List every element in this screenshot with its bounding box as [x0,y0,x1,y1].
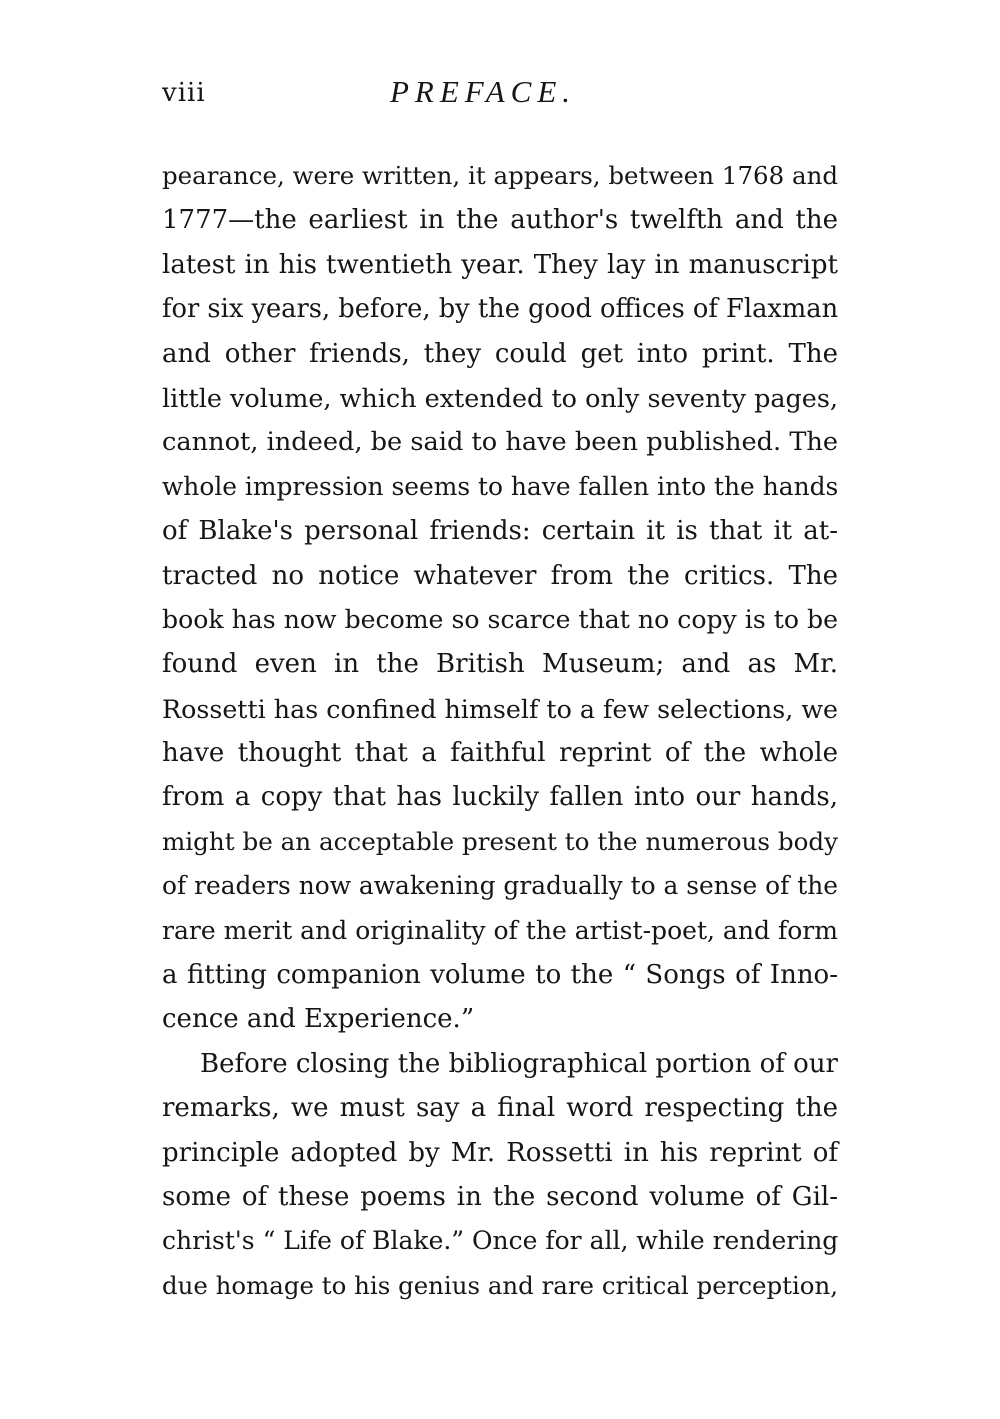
paragraph-1 [162,154,838,1042]
text-line: cannot, indeed, be said to have been published. The [162,427,839,458]
text-line: remarks, we must say a final word respecting the [162,1093,838,1124]
text-line: some of these poems in the second volume of Gil- [162,1181,838,1212]
text-line: a fitting companion volume to the “ Songs of Inno- [162,960,838,991]
text-line: principle adopted by Mr. Rossetti in his reprint of [162,1137,838,1168]
text-line: have thought that a faithful reprint of the whole [162,738,838,769]
text-line: latest in his twentieth year. They lay in manuscript [162,249,838,280]
text-line: little volume, which extended to only seventy pages, [162,382,838,413]
text-line: for six years, before, by the good offices of Flaxman [162,294,839,325]
text-line: due homage to his genius and rare critical perception, [162,1270,838,1300]
text-line: from a copy that has luckily fallen into our hands, [162,782,838,813]
text-line: Rossetti has confined himself to a few selections, we [162,693,839,724]
text-line: pearance, were written, it appears, between 1768 and [162,161,838,190]
paragraph-2 [162,1042,838,1308]
text-line: christ's “ Life of Blake.” Once for all, while rendering [162,1226,839,1256]
text-line: Before closing the bibliographical portion of our [200,1048,838,1079]
text-line: 1777—the earliest in the author's twelfth and the [162,205,838,236]
text-line: of Blake's personal friends: certain it is that it at- [162,516,838,547]
text-line: rare merit and originality of the artist-poet, and form [162,915,838,945]
page-header [162,70,838,120]
running-head: PREFACE. [390,74,577,109]
text-line: of readers now awakening gradually to a sense of the [162,871,838,901]
text-line: and other friends, they could get into print. The [162,338,838,369]
text-line: found even in the British Museum; and as Mr. [162,649,838,680]
text-line: cence and Experience.” [162,1004,475,1035]
text-line: tracted no notice whatever from the critics. The [162,560,838,591]
page-number: viii [162,78,206,108]
text-line: whole impression seems to have fallen into the hands [162,471,839,501]
text-line: might be an acceptable present to the numerous body [162,826,838,856]
text-line: book has now become so scarce that no copy is to be [162,604,838,634]
body-text [162,154,838,1308]
